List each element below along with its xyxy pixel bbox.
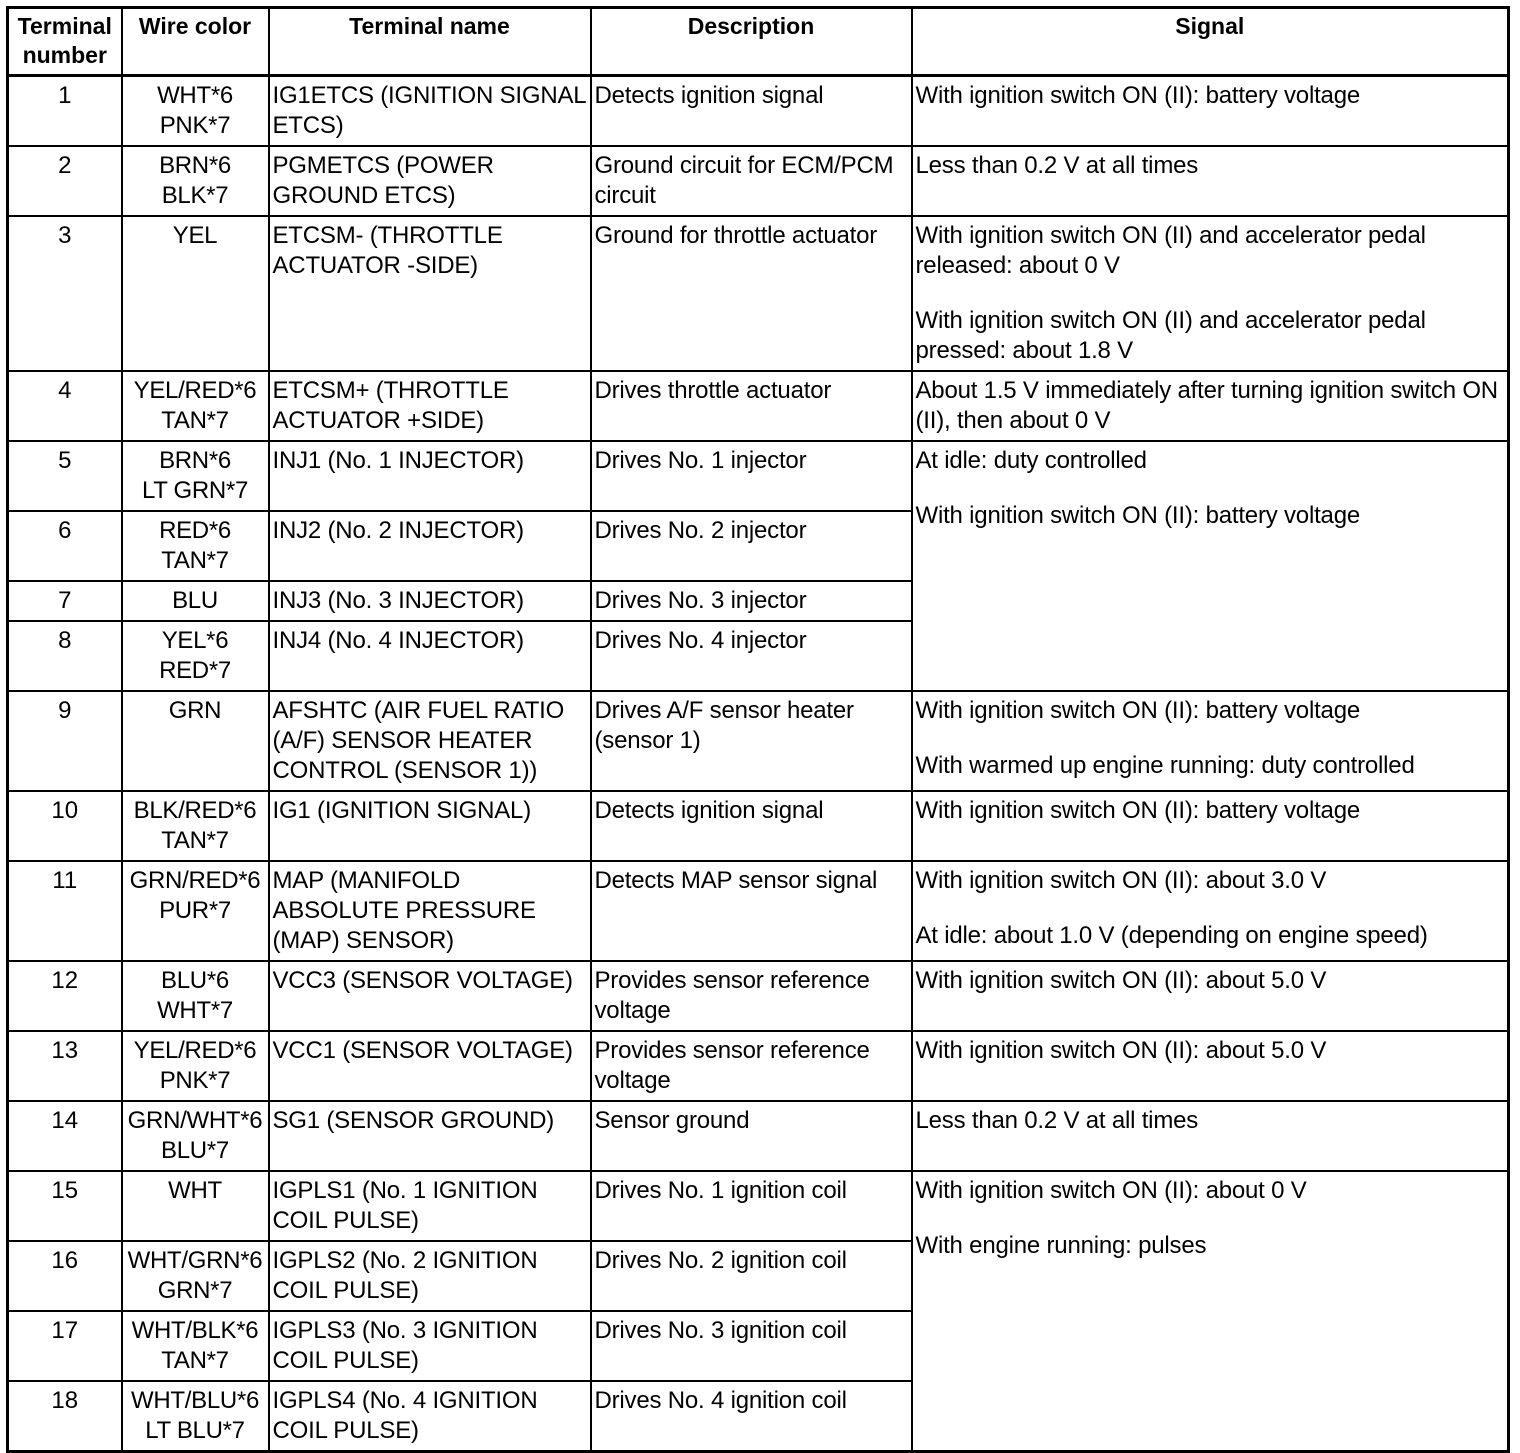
cell-terminal-number: 17 [8,1311,122,1381]
wire-color-value: BLU*7 [161,1137,229,1164]
table-row [8,961,1509,1031]
table-row [8,1171,1509,1241]
cell-signal [912,861,1509,961]
signal-line: With ignition switch ON (II): battery voltage [915,697,1360,724]
cell-description: Drives No. 2 ignition coil [591,1241,912,1311]
signal-line: With engine running: pulses [915,1232,1207,1259]
cell-terminal-number: 13 [8,1031,122,1101]
cell-terminal-name: INJ2 (No. 2 INJECTOR) [269,511,591,581]
cell-terminal-number: 3 [8,216,122,371]
header-wire-color: Wire color [122,8,269,76]
wire-color-value: TAN*7 [161,407,229,434]
wire-color-value: RED*6 [159,517,231,544]
cell-terminal-number: 2 [8,146,122,216]
table-row [8,146,1509,216]
table-row [8,76,1509,147]
cell-signal [912,1101,1509,1171]
cell-description: Detects ignition signal [591,76,912,147]
cell-signal [912,961,1509,1031]
signal-line: With ignition switch ON (II): battery voltage [915,797,1360,824]
cell-signal [912,371,1509,441]
cell-terminal-name: VCC1 (SENSOR VOLTAGE) [269,1031,591,1101]
cell-terminal-name: ETCSM+ (THROTTLE ACTUATOR +SIDE) [269,371,591,441]
cell-wire-color [122,1241,269,1311]
wire-color-value: WHT/BLU*6 [131,1387,259,1414]
cell-wire-color [122,76,269,147]
cell-terminal-number: 18 [8,1381,122,1452]
wire-color-value: BLU*6 [161,967,229,994]
cell-description: Drives throttle actuator [591,371,912,441]
cell-signal [912,1171,1509,1452]
cell-terminal-name: SG1 (SENSOR GROUND) [269,1101,591,1171]
wire-color-value: RED*7 [159,657,231,684]
header-row [8,8,1509,76]
wire-color-value: LT GRN*7 [141,477,249,504]
cell-description: Ground for throttle actuator [591,216,912,371]
signal-line: With ignition switch ON (II): about 3.0 V [915,867,1327,894]
cell-wire-color [122,1101,269,1171]
wire-color-value: GRN/RED*6 [129,867,261,894]
wire-color-value: PNK*7 [159,112,231,139]
cell-wire-color [122,961,269,1031]
cell-description: Drives No. 3 injector [591,581,912,621]
cell-wire-color [122,621,269,691]
cell-signal [912,791,1509,861]
signal-line: Less than 0.2 V at all times [915,1107,1199,1134]
cell-description: Detects MAP sensor signal [591,861,912,961]
cell-terminal-number: 6 [8,511,122,581]
cell-wire-color [122,1171,269,1241]
cell-terminal-name: AFSHTC (AIR FUEL RATIO (A/F) SENSOR HEATER CONTROL (SENSOR 1)) [269,691,591,791]
cell-wire-color [122,441,269,511]
signal-line: About 1.5 V immediately after turning ignition switch ON (II), then about 0 V [915,377,1498,434]
cell-terminal-number: 15 [8,1171,122,1241]
signal-line: Less than 0.2 V at all times [915,152,1199,179]
wire-color-value: TAN*7 [161,547,229,574]
wire-color-value: BRN*6 [159,152,231,179]
cell-wire-color [122,511,269,581]
cell-description: Sensor ground [591,1101,912,1171]
cell-description: Drives No. 2 injector [591,511,912,581]
cell-signal [912,691,1509,791]
cell-description: Drives No. 1 injector [591,441,912,511]
table-row [8,371,1509,441]
wire-color-value: GRN*7 [157,1277,233,1304]
cell-terminal-name: INJ1 (No. 1 INJECTOR) [269,441,591,511]
signal-line: With warmed up engine running: duty controlled [915,752,1415,779]
cell-terminal-number: 1 [8,76,122,147]
cell-terminal-name: ETCSM- (THROTTLE ACTUATOR -SIDE) [269,216,591,371]
table-row [8,1101,1509,1171]
header-terminal-name: Terminal name [269,8,591,76]
cell-terminal-name: IGPLS3 (No. 3 IGNITION COIL PULSE) [269,1311,591,1381]
table-header [8,8,1509,76]
table-row [8,441,1509,511]
signal-line: With ignition switch ON (II) and accelerator pedal released: about 0 V [915,222,1426,279]
cell-terminal-name: IG1 (IGNITION SIGNAL) [269,791,591,861]
header-signal: Signal [912,8,1509,76]
cell-terminal-name: IGPLS4 (No. 4 IGNITION COIL PULSE) [269,1381,591,1452]
table-row [8,791,1509,861]
table-row [8,216,1509,371]
wire-color-value: WHT/GRN*6 [127,1247,263,1274]
signal-line: At idle: about 1.0 V (depending on engine speed) [915,922,1428,949]
signal-line: With ignition switch ON (II): about 5.0 V [915,1037,1327,1064]
wire-color-value: LT BLU*7 [145,1417,245,1444]
wire-color-value: TAN*7 [161,827,229,854]
cell-terminal-name: PGMETCS (POWER GROUND ETCS) [269,146,591,216]
cell-wire-color [122,581,269,621]
table-row [8,1031,1509,1101]
cell-terminal-number: 9 [8,691,122,791]
cell-wire-color [122,861,269,961]
signal-line: With ignition switch ON (II): battery voltage [915,502,1360,529]
wire-color-value: GRN/WHT*6 [127,1107,263,1134]
cell-wire-color [122,146,269,216]
cell-terminal-name: MAP (MANIFOLD ABSOLUTE PRESSURE (MAP) SENSOR) [269,861,591,961]
cell-description: Detects ignition signal [591,791,912,861]
terminal-table [6,6,1510,1453]
cell-description: Ground circuit for ECM/PCM circuit [591,146,912,216]
wire-color-value: YEL*6 [161,627,229,654]
cell-description: Provides sensor reference voltage [591,1031,912,1101]
cell-terminal-name: INJ3 (No. 3 INJECTOR) [269,581,591,621]
cell-wire-color [122,216,269,371]
cell-description: Drives No. 4 ignition coil [591,1381,912,1452]
wire-color-value: PUR*7 [159,897,231,924]
cell-terminal-number: 4 [8,371,122,441]
cell-terminal-name: IGPLS2 (No. 2 IGNITION COIL PULSE) [269,1241,591,1311]
wire-color-value: BLK/RED*6 [133,797,257,824]
cell-description: Drives A/F sensor heater (sensor 1) [591,691,912,791]
cell-terminal-name: IG1ETCS (IGNITION SIGNAL ETCS) [269,76,591,147]
wire-color-value: WHT [168,1177,222,1204]
cell-wire-color [122,1311,269,1381]
cell-description: Drives No. 3 ignition coil [591,1311,912,1381]
signal-line: With ignition switch ON (II): about 5.0 V [915,967,1327,994]
cell-terminal-number: 5 [8,441,122,511]
cell-signal [912,441,1509,691]
cell-terminal-number: 14 [8,1101,122,1171]
cell-wire-color [122,791,269,861]
signal-line: With ignition switch ON (II): battery voltage [915,82,1360,109]
wire-color-value: BRN*6 [159,447,231,474]
cell-terminal-name: VCC3 (SENSOR VOLTAGE) [269,961,591,1031]
wire-color-value: WHT/BLK*6 [131,1317,259,1344]
cell-description: Drives No. 1 ignition coil [591,1171,912,1241]
wire-color-value: TAN*7 [161,1347,229,1374]
wire-color-value: YEL/RED*6 [133,1037,257,1064]
cell-terminal-number: 7 [8,581,122,621]
signal-line: With ignition switch ON (II) and accelerator pedal pressed: about 1.8 V [915,307,1426,364]
cell-wire-color [122,691,269,791]
cell-terminal-number: 11 [8,861,122,961]
table-row [8,691,1509,791]
header-terminal-number: Terminal number [8,8,122,76]
cell-terminal-name: INJ4 (No. 4 INJECTOR) [269,621,591,691]
signal-line: At idle: duty controlled [915,447,1147,474]
cell-wire-color [122,1381,269,1452]
cell-wire-color [122,1031,269,1101]
cell-signal [912,76,1509,147]
wire-color-value: BLK*7 [161,182,229,209]
wire-color-value: PNK*7 [159,1067,231,1094]
cell-terminal-number: 10 [8,791,122,861]
cell-terminal-number: 16 [8,1241,122,1311]
signal-line: With ignition switch ON (II): about 0 V [915,1177,1307,1204]
table-body [8,76,1509,1452]
header-description: Description [591,8,912,76]
wire-color-value: GRN [168,697,222,724]
cell-signal [912,146,1509,216]
cell-terminal-number: 8 [8,621,122,691]
wire-color-value: YEL [172,222,218,249]
cell-terminal-name: IGPLS1 (No. 1 IGNITION COIL PULSE) [269,1171,591,1241]
wire-color-value: BLU [172,587,218,614]
cell-terminal-number: 12 [8,961,122,1031]
table-row [8,861,1509,961]
cell-signal [912,216,1509,371]
cell-description: Provides sensor reference voltage [591,961,912,1031]
wire-color-value: YEL/RED*6 [133,377,257,404]
cell-description: Drives No. 4 injector [591,621,912,691]
wire-color-value: WHT*7 [157,997,233,1024]
cell-signal [912,1031,1509,1101]
wire-color-value: WHT*6 [157,82,233,109]
cell-wire-color [122,371,269,441]
